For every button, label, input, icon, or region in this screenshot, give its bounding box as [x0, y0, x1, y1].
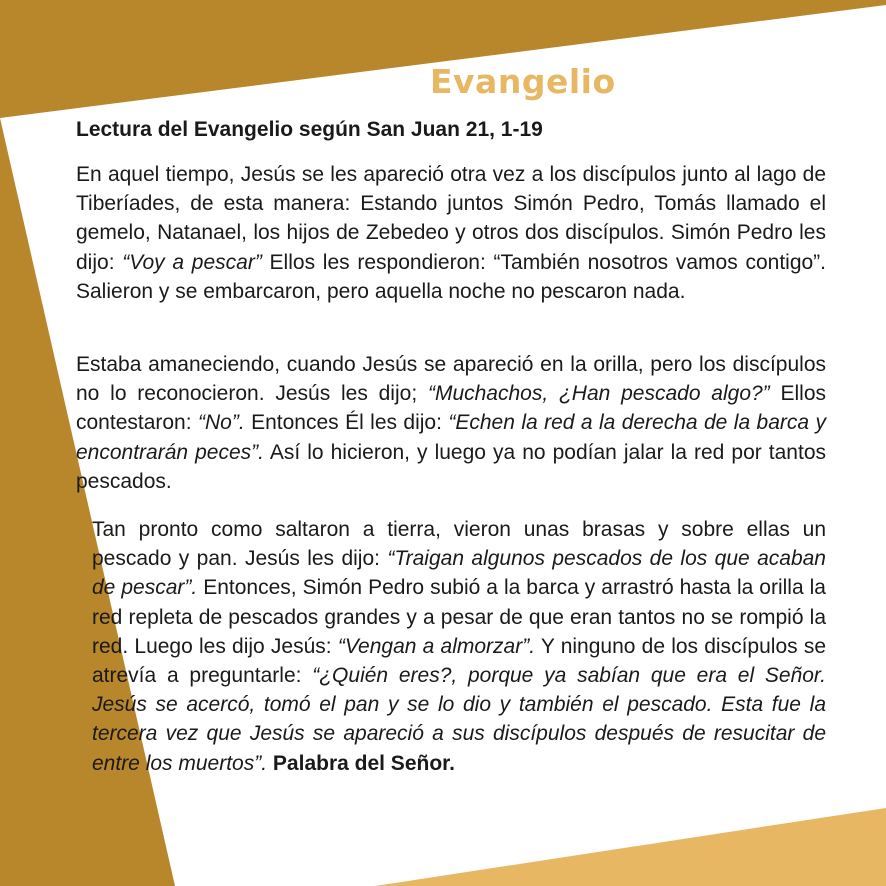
paragraph-text: Entonces Él les dijo:: [244, 411, 449, 435]
gospel-paragraph-2: [76, 350, 826, 496]
paragraph-text: En aquel tiempo, Jesús se les apareció otra vez a los discípulos junto al lago de Tiberíades, de esta manera: Estando juntos Simón Pedro, Tomás llamado el gemelo, Natanael, los hijos de Zebedeo y otros dos discípulos. Simón Pedro les dijo:: [76, 163, 826, 274]
paragraph-text: Estaba amaneciendo, cuando Jesús se apareció en la orilla, pero los discípulos no lo reconocieron. Jesús les dijo;: [76, 353, 826, 406]
bottom-right-light-band: [375, 808, 886, 886]
quote: “Voy a pescar”: [122, 250, 262, 274]
gospel-paragraph-3: [92, 515, 826, 778]
closing-phrase: Palabra del Señor.: [272, 751, 456, 775]
paragraph-text: Y ninguno de los discípulos se atrevía a preguntarle:: [92, 634, 827, 688]
paragraph-text: Así lo hicieron, y luego ya no podían jalar la red por tantos pescados.: [76, 440, 826, 493]
quote: “Muchachos, ¿Han pescado algo?”: [427, 382, 770, 406]
quote: “Traigan algunos pescados de los que acaban de pescar”.: [92, 547, 826, 600]
quote: “Vengan a almorzar”.: [337, 634, 536, 658]
paragraph-text: Ellos contestaron:: [76, 382, 826, 435]
reading-reference: Lectura del Evangelio según San Juan 21, 1-19: [76, 118, 543, 141]
paragraph-text: Tan pronto como saltaron a tierra, vieron unas brasas y sobre ellas un pescado y pan. Jesús les dijo:: [92, 518, 826, 571]
paragraph-text: Ellos les respondieron: “También nosotros vamos contigo”. Salieron y se embarcaron, pero aquella noche no pescaron nada.: [76, 250, 827, 303]
gospel-paragraph-1: [76, 160, 826, 306]
quote: “¿Quién eres?, porque ya sabían que era el Señor. Jesús se acercó, tomó el pan y se lo dio y también el pescado. Esta fue la tercera vez que Jesús se apareció a sus discípulos después de resucitar de entre los muertos”.: [92, 664, 826, 775]
quote: “No”.: [198, 411, 245, 435]
quote: “Echen la red a la derecha de la barca y encontrarán peces”.: [76, 411, 826, 464]
paragraph-text: Entonces, Simón Pedro subió a la barca y arrastró hasta la orilla la red repleta de pescados grandes y a pesar de que eran tantos no se rompió la red. Luego les dijo Jesús:: [92, 576, 826, 658]
page-title: Evangelio: [430, 62, 616, 101]
